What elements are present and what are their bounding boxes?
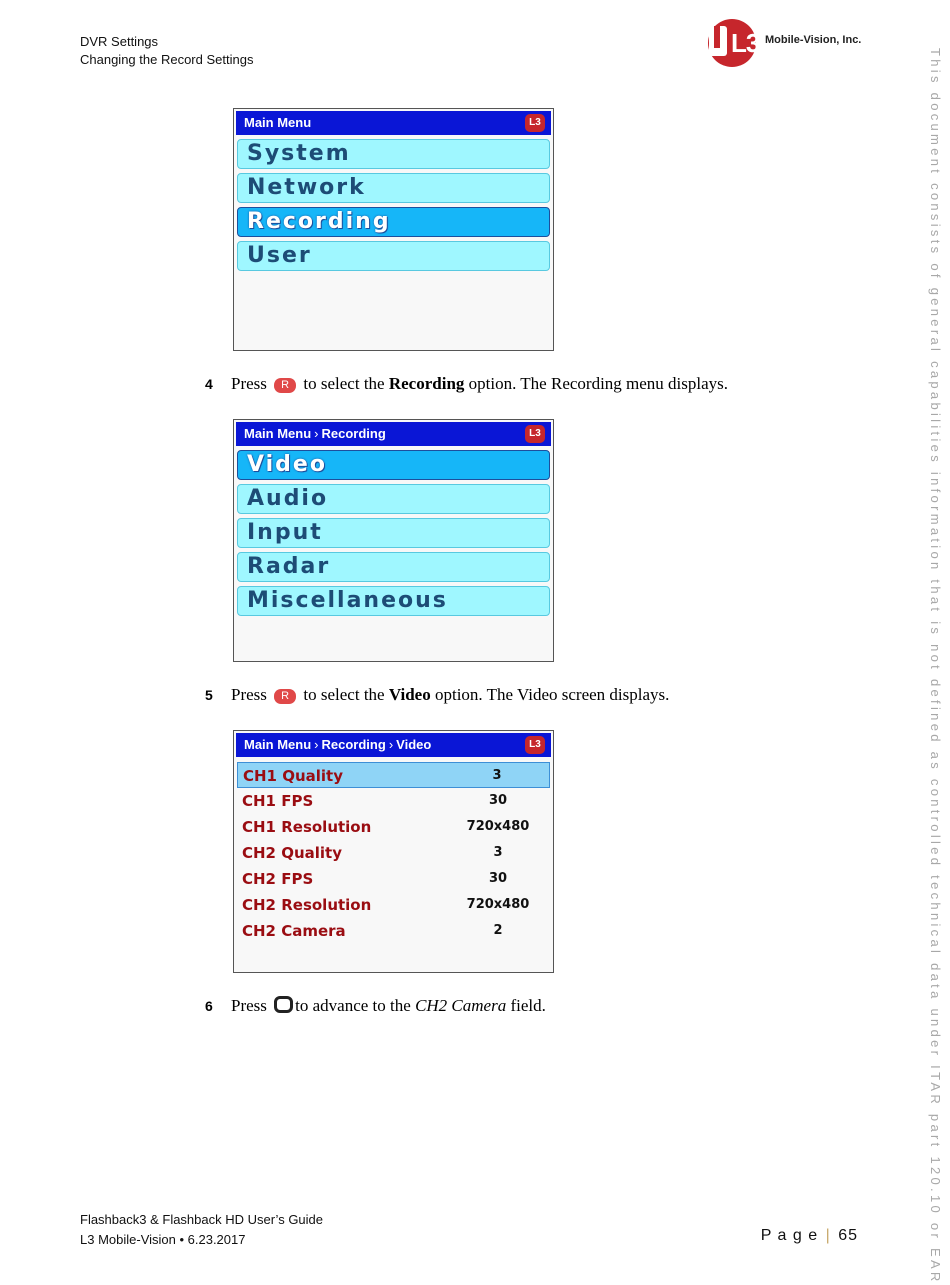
breadcrumb-main-menu: Main Menu <box>244 426 312 441</box>
step-text: option. The Video screen displays. <box>434 685 670 704</box>
setting-value: 3 <box>493 845 503 860</box>
setting-value: 30 <box>488 793 508 808</box>
step-option-name: Video <box>388 685 431 704</box>
step-4 <box>205 374 728 394</box>
breadcrumb-separator-icon: › <box>388 737 394 752</box>
step-text: Press <box>231 685 267 704</box>
advance-button-icon <box>274 996 293 1013</box>
screenshot-recording-menu <box>233 419 554 662</box>
step-text: to select the <box>303 685 385 704</box>
l3-logo-mark: L3 <box>731 28 760 58</box>
menu-item-system[interactable]: System <box>237 139 550 169</box>
menu-item-video[interactable]: Video <box>237 450 550 480</box>
screen-title-bar <box>236 733 551 757</box>
step-text: to advance to the <box>295 996 411 1015</box>
setting-label: CH2 Camera <box>242 922 346 940</box>
breadcrumb-main-menu: Main Menu <box>244 115 312 130</box>
export-control-notice: This document consists of general capabilities information that is not defined as controlled technical data under ITAR part 120.10 or EAR <box>928 48 943 1285</box>
step-field-name: CH2 Camera <box>415 996 507 1015</box>
setting-label: CH1 Resolution <box>242 818 372 836</box>
record-button-icon: R <box>274 378 296 393</box>
setting-value: 2 <box>493 923 503 938</box>
screen-title-bar <box>236 111 551 135</box>
breadcrumb-recording: Recording <box>321 426 386 441</box>
setting-row-ch1-quality[interactable] <box>237 762 550 788</box>
menu-item-audio[interactable]: Audio <box>237 484 550 514</box>
menu-item-miscellaneous[interactable]: Miscellaneous <box>237 586 550 616</box>
step-option-name: Recording <box>388 374 465 393</box>
setting-value: 30 <box>488 871 508 886</box>
menu-item-radar[interactable]: Radar <box>237 552 550 582</box>
menu-item-input[interactable]: Input <box>237 518 550 548</box>
setting-label: CH1 Quality <box>243 767 344 785</box>
step-text: Press <box>231 996 267 1015</box>
menu-item-recording[interactable]: Recording <box>237 207 550 237</box>
company-name: Mobile-Vision, Inc. <box>765 34 862 46</box>
setting-row-ch1-fps[interactable] <box>237 788 550 814</box>
screenshot-video-settings <box>233 730 554 973</box>
page-header <box>80 33 253 69</box>
l3-badge-icon: L3 <box>525 425 545 443</box>
setting-label: CH2 Quality <box>242 844 343 862</box>
setting-label: CH2 FPS <box>242 870 314 888</box>
l3-badge-icon: L3 <box>525 114 545 132</box>
step-number: 4 <box>205 376 213 392</box>
breadcrumb-video: Video <box>396 737 432 752</box>
page-number-block <box>761 1227 858 1245</box>
step-text: option. The Recording menu displays. <box>468 374 729 393</box>
setting-row-ch2-camera[interactable] <box>237 918 550 944</box>
record-button-icon: R <box>274 689 296 704</box>
breadcrumb-separator-icon: › <box>314 426 319 441</box>
setting-row-ch2-fps[interactable] <box>237 866 550 892</box>
setting-row-ch1-resolution[interactable] <box>237 814 550 840</box>
header-section-title: DVR Settings <box>80 34 159 49</box>
company-logo <box>705 18 875 68</box>
page-label: P a g e <box>760 1227 819 1244</box>
setting-value: 720x480 <box>466 819 530 834</box>
footer-company-date: L3 Mobile-Vision • 6.23.2017 <box>80 1232 246 1247</box>
breadcrumb-recording: Recording <box>321 737 386 752</box>
menu-item-network[interactable]: Network <box>237 173 550 203</box>
page-separator: | <box>825 1227 831 1244</box>
step-6 <box>205 996 546 1016</box>
setting-value: 3 <box>492 768 502 783</box>
setting-label: CH1 FPS <box>242 792 314 810</box>
step-text: Press <box>231 374 267 393</box>
setting-value: 720x480 <box>466 897 530 912</box>
screenshot-main-menu <box>233 108 554 351</box>
page-number: 65 <box>838 1227 858 1244</box>
setting-row-ch2-resolution[interactable] <box>237 892 550 918</box>
breadcrumb-main-menu: Main Menu <box>244 737 312 752</box>
setting-label: CH2 Resolution <box>242 896 372 914</box>
footer-guide-title: Flashback3 & Flashback HD User’s Guide <box>80 1212 324 1227</box>
step-5 <box>205 685 669 705</box>
step-number: 6 <box>205 998 213 1014</box>
page-footer <box>80 1210 323 1250</box>
header-subsection-title: Changing the Record Settings <box>80 52 254 67</box>
l3-badge-icon: L3 <box>525 736 545 754</box>
step-text: to select the <box>303 374 385 393</box>
breadcrumb-separator-icon: › <box>314 737 319 752</box>
setting-row-ch2-quality[interactable] <box>237 840 550 866</box>
menu-item-user[interactable]: User <box>237 241 550 271</box>
step-text: field. <box>510 996 546 1015</box>
screen-title-bar <box>236 422 551 446</box>
step-number: 5 <box>205 687 213 703</box>
